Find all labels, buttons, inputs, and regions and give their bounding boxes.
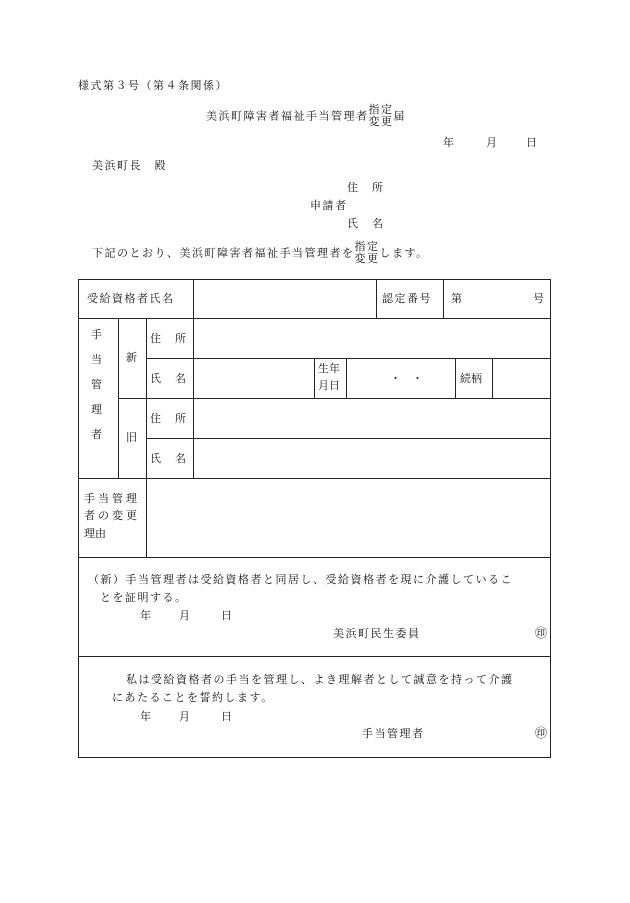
addressee: 美浜町長 殿: [92, 159, 167, 172]
applicant-label: 申請者: [310, 199, 348, 212]
form-number: 様式第３号（第４条関係）: [78, 79, 228, 92]
cert-number-suffix: 号: [533, 292, 544, 305]
certification-text-line-1: （新）手当管理者は受給資格者と同居し、受給資格者を現に介護しているこ: [88, 573, 513, 586]
new-address-field[interactable]: [194, 319, 550, 358]
certification-text-line-2: とを証明する。: [100, 591, 188, 604]
certification-date-month: 月: [179, 609, 190, 622]
old-name-label: 氏 名: [150, 452, 188, 465]
statement: [92, 241, 429, 265]
recipient-name-field[interactable]: [194, 280, 376, 318]
statement-options: [355, 241, 380, 265]
manager-char-1: 手: [91, 328, 102, 341]
old-address-label: 住 所: [150, 412, 188, 425]
title-option-designate: 指定: [368, 103, 394, 116]
form-title: [206, 104, 406, 128]
applicant-address-label: 住 所: [347, 181, 385, 194]
manager-char-5: 者: [91, 428, 102, 441]
pledge-date-day: 日: [221, 710, 232, 723]
manager-char-4: 理: [91, 403, 102, 416]
certification-signer: 美浜町民生委員: [333, 627, 421, 640]
statement-prefix: 下記のとおり、美浜町障害者福祉手当管理者を: [92, 246, 355, 260]
certification-date-year: 年: [140, 609, 151, 622]
manager-char-3: 管: [91, 378, 102, 391]
statement-suffix: します。: [379, 246, 429, 260]
title-prefix: 美浜町障害者福祉手当管理者: [206, 109, 369, 123]
pledge-date-month: 月: [179, 710, 190, 723]
statement-option-change: 変更: [354, 252, 380, 265]
new-address-label: 住 所: [150, 332, 188, 345]
certification-seal-mark: ㊞: [535, 626, 548, 640]
pledge-seal-mark: ㊞: [535, 726, 548, 740]
header-date-day: 日: [526, 136, 537, 149]
manager-char-2: 当: [91, 353, 102, 366]
birthdate-field[interactable]: ・ ・: [390, 372, 423, 385]
change-reason-label-1: 手当管理: [84, 492, 140, 505]
old-label: 旧: [126, 431, 137, 444]
header-date-month: 月: [486, 136, 497, 149]
old-name-field[interactable]: [194, 439, 550, 478]
title-suffix: 届: [393, 109, 406, 123]
pledge-signer: 手当管理者: [362, 727, 425, 740]
old-address-field[interactable]: [194, 399, 550, 438]
new-name-field[interactable]: [194, 359, 314, 398]
pledge-text-line-1: 私は受給資格者の手当を管理し、よき理解者として誠意を持って介護: [126, 673, 514, 686]
pledge-text-line-2: にあたることを誓約します。: [112, 691, 274, 704]
statement-option-designate: 指定: [354, 240, 380, 253]
pledge-date-year: 年: [140, 710, 151, 723]
change-reason-label-3: 理由: [84, 527, 106, 540]
recipient-name-label: 受給資格者氏名: [87, 292, 175, 305]
title-options: [369, 104, 394, 128]
manager-vertical-label: [91, 329, 102, 454]
birth-label-bottom: 月日: [318, 379, 340, 392]
new-name-label: 氏 名: [150, 372, 188, 385]
header-date-year: 年: [443, 136, 454, 149]
title-option-change: 変更: [368, 115, 394, 128]
cert-number-label: 認定番号: [382, 292, 432, 305]
change-reason-label-2: 者の変更: [84, 509, 140, 522]
applicant-name-label: 氏 名: [347, 217, 385, 230]
birth-label-top: 生年: [318, 362, 340, 375]
cert-number-prefix: 第: [451, 292, 462, 305]
relation-field[interactable]: [493, 359, 550, 398]
relation-label: 続柄: [460, 372, 482, 385]
certification-date-day: 日: [221, 609, 232, 622]
change-reason-field[interactable]: [147, 479, 550, 557]
new-label: 新: [126, 351, 137, 364]
